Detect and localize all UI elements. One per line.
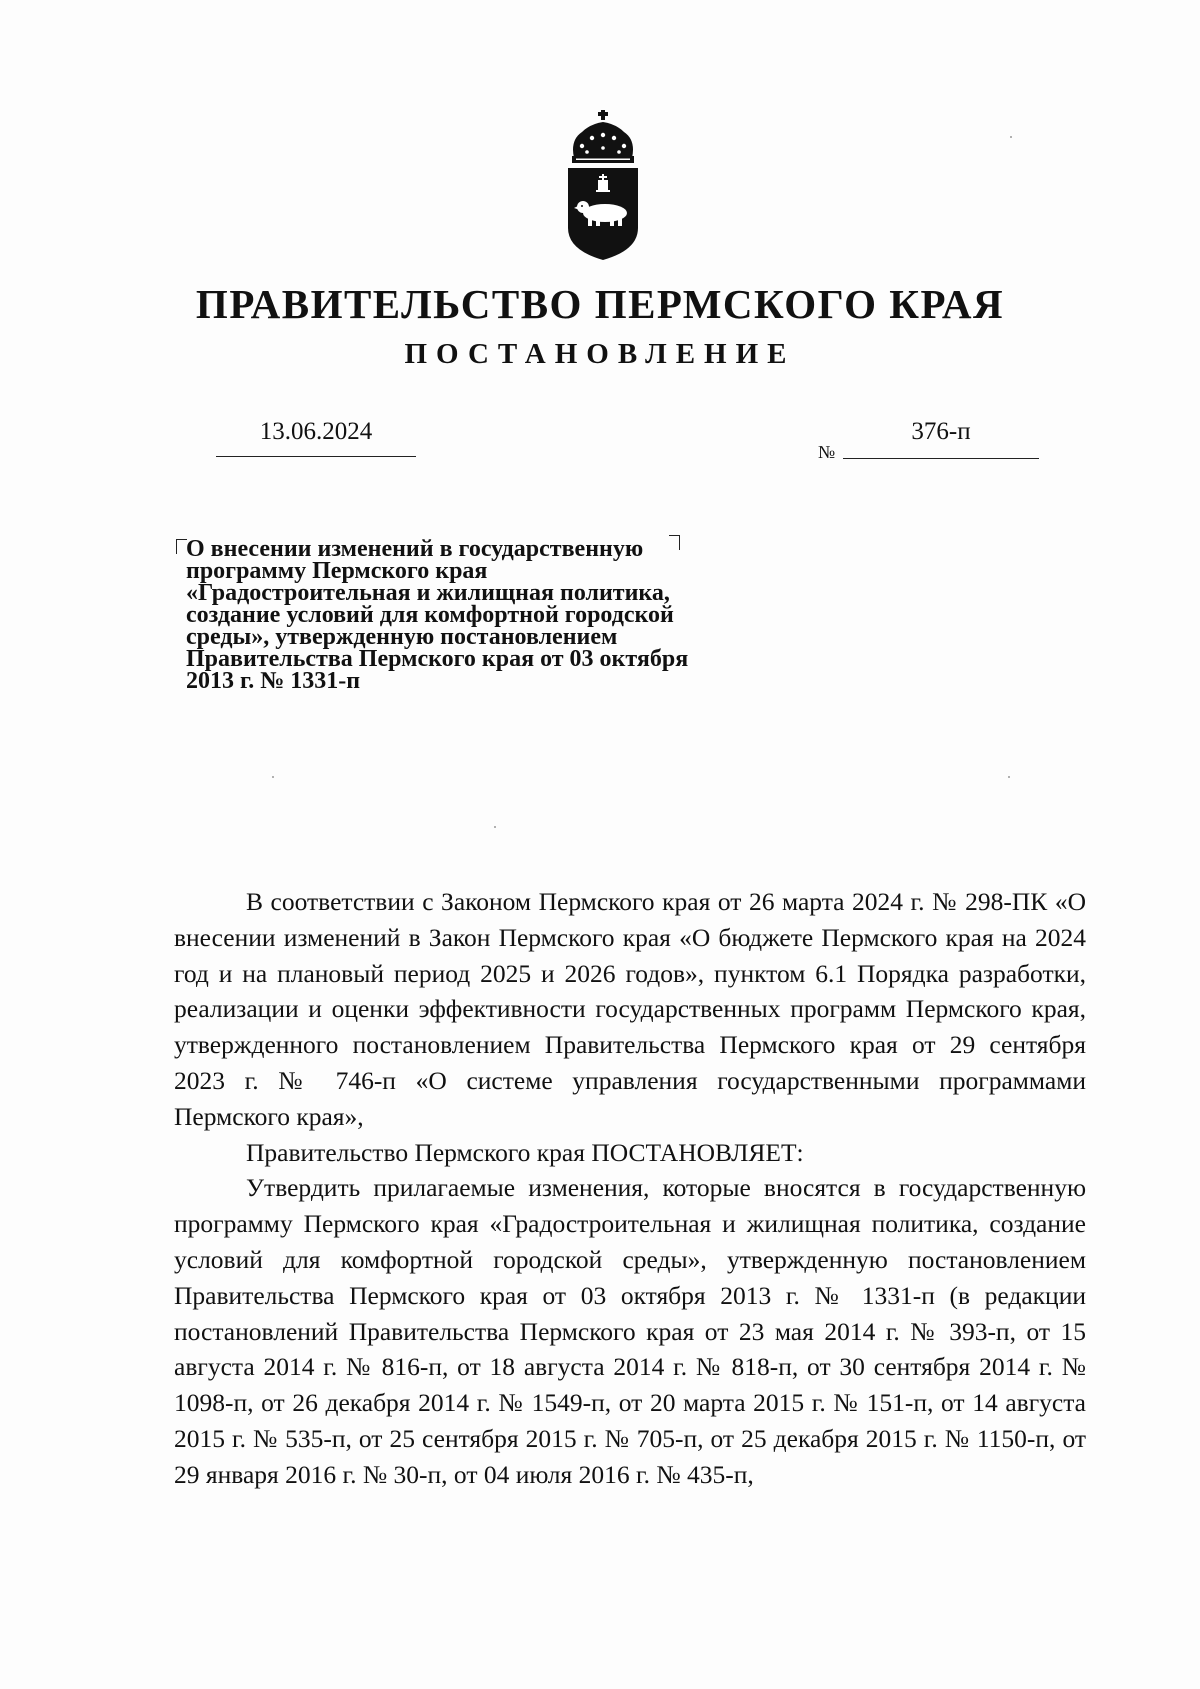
body-paragraph-preamble: В соответствии с Законом Пермского края от 26 марта 2024 г. № 298-ПК «О внесении изменений в Закон Пермского края «О бюджете Пермского края на 2024 год и на плановый период 2025 и 2026 годов», пунктом 6.1 Порядка разработки, реализации и оценки эффективности государственных программ Пермского края, утвержденного постановлением Правительства Пермского края от 29 сентября 2023 г. № 746-п «О системе управления государственными программами Пермского края»,: [174, 887, 1086, 1131]
document-date: 13.06.2024: [216, 418, 416, 457]
document-number: 376-п: [843, 418, 1039, 459]
document-body: [174, 884, 1086, 1493]
subject-line: среды», утвержденную постановлением: [186, 624, 618, 650]
subject-line: Правительства Пермского края от 03 октября: [186, 646, 689, 672]
subject-line: 2013 г. № 1331-п: [186, 668, 361, 694]
scan-speck: [494, 826, 496, 828]
government-title: ПРАВИТЕЛЬСТВО ПЕРМСКОГО КРАЯ: [195, 281, 1005, 327]
subject-line: создание условий для комфортной городской: [186, 602, 674, 628]
perm-krai-coat-of-arms-icon: [560, 110, 646, 262]
subject-line: «Градостроительная и жилищная политика,: [186, 580, 670, 606]
document-type: ПОСТАНОВЛЕНИЕ: [404, 338, 796, 370]
scan-speck: [272, 776, 274, 778]
scan-speck: [1008, 776, 1010, 778]
subject-line: программу Пермского края: [186, 558, 488, 584]
scan-speck: [1010, 136, 1012, 138]
number-sign: №: [818, 442, 836, 462]
body-paragraph-resolution: Правительство Пермского края ПОСТАНОВЛЯЕТ:: [246, 1137, 804, 1167]
subject-line: О внесении изменений в государственную: [186, 536, 644, 562]
document-subject: [186, 538, 786, 692]
body-paragraph-decision: Утвердить прилагаемые изменения, которые вносятся в государственную программу Пермского края «Градостроительная и жилищная политика, создание условий для комфортной городской среды», утвержденную постановлением Правительства Пермского края от 03 октября 2013 г. № 1331-п (в редакции постановлений Правительства Пермского края от 23 мая 2014 г. № 393-п, от 15 августа 2014 г. № 816-п, от 18 августа 2014 г. № 818-п, от 30 сентября 2014 г. № 1098-п, от 26 декабря 2014 г. № 1549-п, от 20 марта 2015 г. № 151-п, от 14 августа 2015 г. № 535-п, от 25 сентября 2015 г. № 705-п, от 25 декабря 2015 г. № 1150-п, от 29 января 2016 г. № 30-п, от 04 июля 2016 г. № 435-п,: [174, 1173, 1086, 1489]
